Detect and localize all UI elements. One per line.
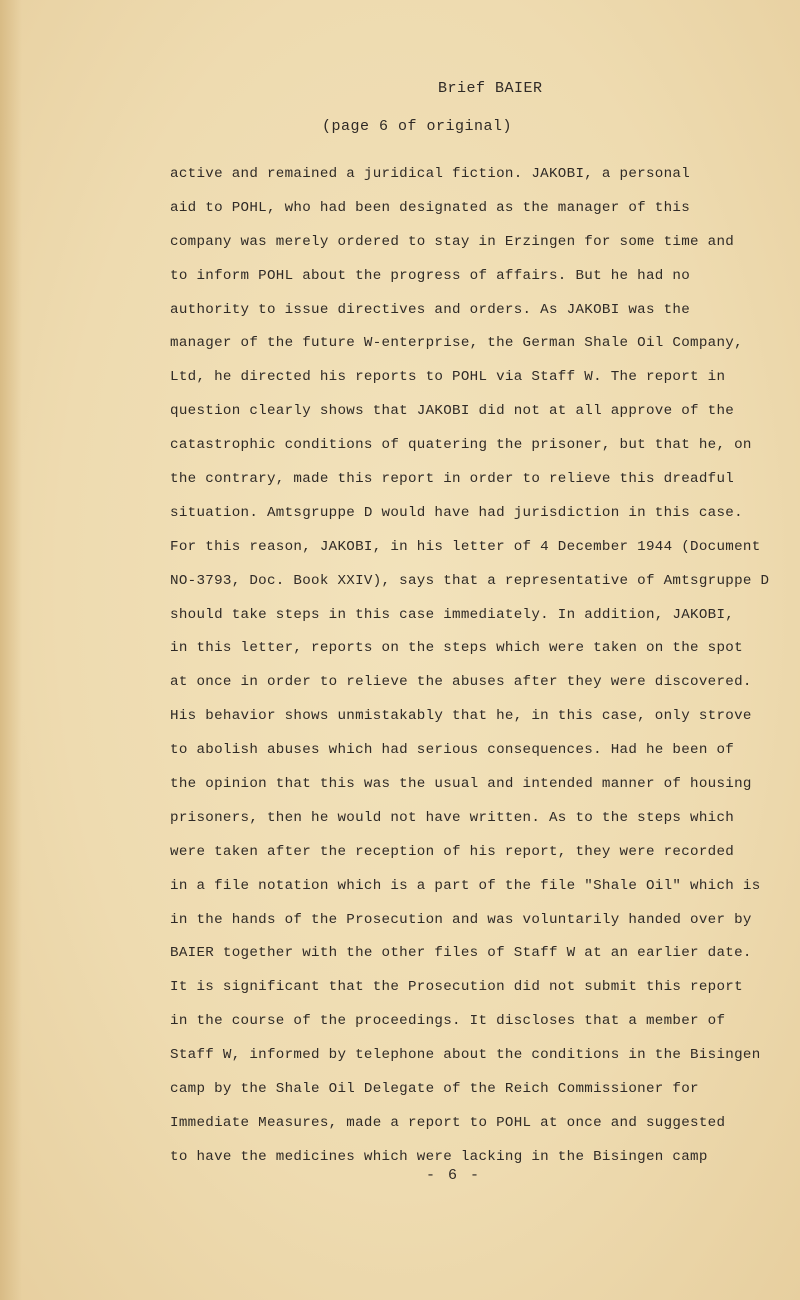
text-line: aid to POHL, who had been designated as the manager of this xyxy=(170,199,691,216)
text-line: For this reason, JAKOBI, in his letter of 4 December 1944 (Document xyxy=(170,538,761,555)
text-line: manager of the future W-enterprise, the German Shale Oil Company, xyxy=(170,335,743,352)
text-line: camp by the Shale Oil Delegate of the Reich Commissioner for xyxy=(170,1081,699,1098)
text-line: authority to issue directives and orders. As JAKOBI was the xyxy=(170,301,691,318)
text-line: situation. Amtsgruppe D would have had jurisdiction in this case. xyxy=(170,504,743,521)
text-line: Immediate Measures, made a report to POHL at once and suggested xyxy=(170,1114,726,1131)
text-line: were taken after the reception of his report, they were recorded xyxy=(170,843,735,860)
page-number: - 6 - xyxy=(426,1167,482,1184)
text-line: in this letter, reports on the steps which were taken on the spot xyxy=(170,640,743,657)
text-line: BAIER together with the other files of Staff W at an earlier date. xyxy=(170,945,752,962)
text-line: in the course of the proceedings. It discloses that a member of xyxy=(170,1013,726,1030)
text-line: in the hands of the Prosecution and was voluntarily handed over by xyxy=(170,911,752,928)
text-line: to have the medicines which were lacking in the Bisingen camp xyxy=(170,1148,708,1165)
document-title: Brief BAIER xyxy=(438,80,543,97)
text-line: Ltd, he directed his reports to POHL via Staff W. The report in xyxy=(170,369,726,386)
text-line: NO-3793, Doc. Book XXIV), says that a representative of Amtsgruppe D xyxy=(170,572,770,589)
paper-edge-shadow xyxy=(0,0,22,1300)
text-line: the contrary, made this report in order to relieve this dreadful xyxy=(170,471,735,488)
text-line: to abolish abuses which had serious consequences. Had he been of xyxy=(170,742,735,759)
text-line: active and remained a juridical fiction. JAKOBI, a personal xyxy=(170,166,691,182)
text-line: question clearly shows that JAKOBI did not at all approve of the xyxy=(170,403,735,420)
body-text xyxy=(170,158,770,1175)
text-line: in a file notation which is a part of the file "Shale Oil" which is xyxy=(170,877,761,894)
text-line: catastrophic conditions of quatering the prisoner, but that he, on xyxy=(170,437,752,454)
text-line: the opinion that this was the usual and intended manner of housing xyxy=(170,776,752,793)
text-line: to inform POHL about the progress of affairs. But he had no xyxy=(170,267,691,284)
text-line: Staff W, informed by telephone about the conditions in the Bisingen xyxy=(170,1047,761,1064)
text-line: prisoners, then he would not have written. As to the steps which xyxy=(170,809,735,826)
text-line: company was merely ordered to stay in Erzingen for some time and xyxy=(170,233,735,250)
text-line: It is significant that the Prosecution did not submit this report xyxy=(170,979,743,996)
page-reference: (page 6 of original) xyxy=(322,118,513,135)
text-line: at once in order to relieve the abuses after they were discovered. xyxy=(170,674,752,691)
text-line: His behavior shows unmistakably that he, in this case, only strove xyxy=(170,708,752,725)
text-line: should take steps in this case immediately. In addition, JAKOBI, xyxy=(170,606,735,623)
